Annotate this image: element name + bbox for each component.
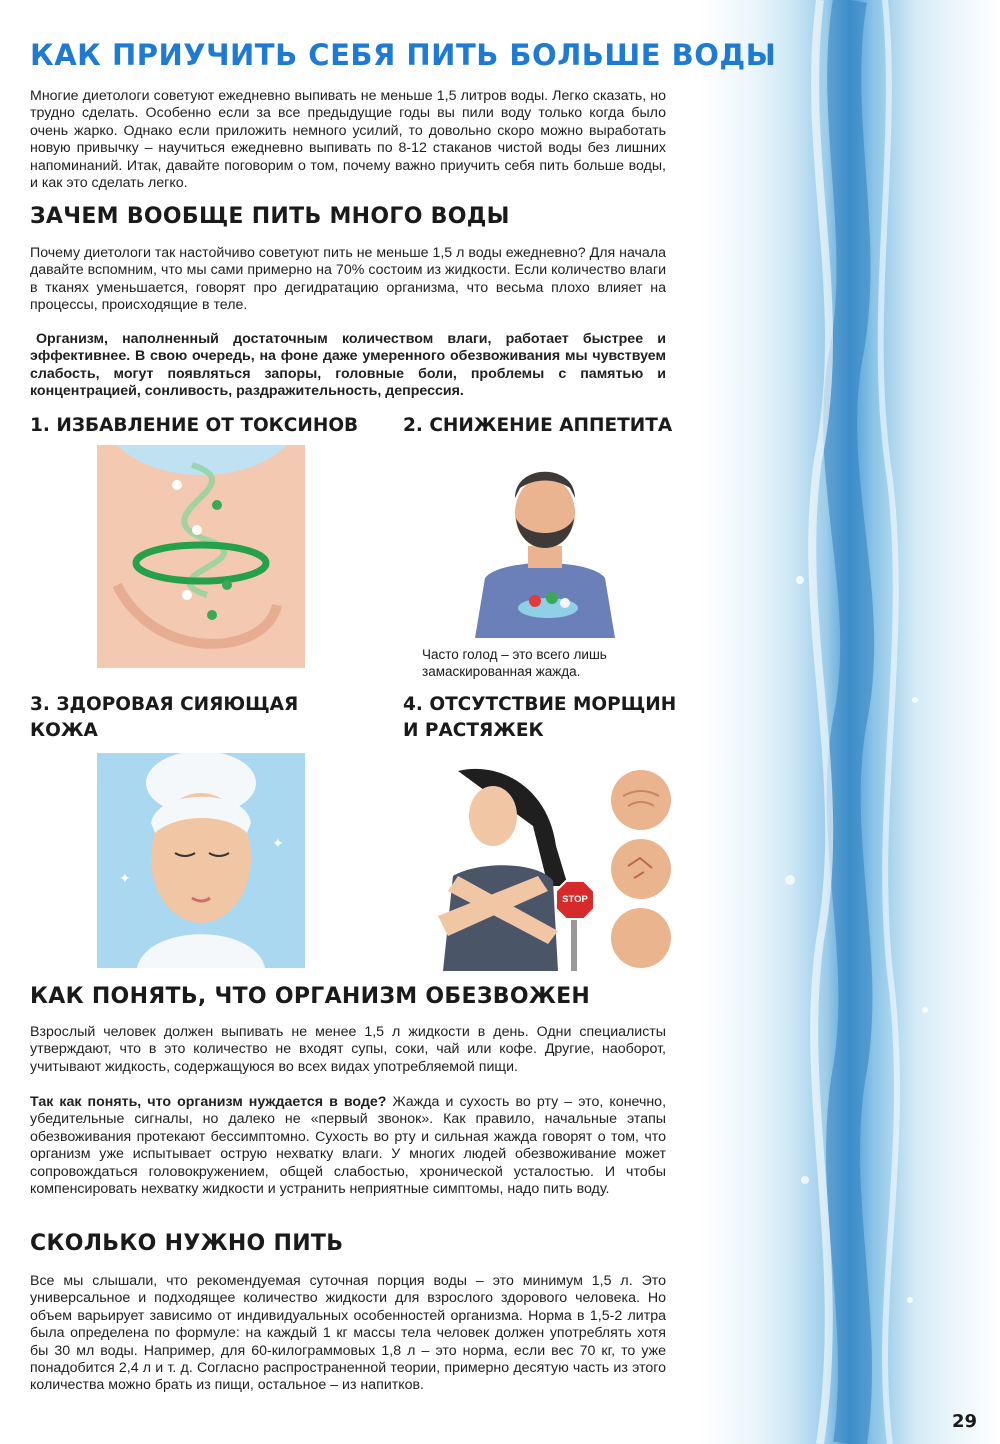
woman-stop-illustration: [438, 766, 688, 971]
benefit-4-heading-line-1: 4. ОТСУТСТВИЕ МОРЩИН: [403, 694, 677, 715]
dehydration-paragraph-1: Взрослый человек должен выпивать не менее 1,5 л жидкости в день. Одни специалисты утверждают, что в это количество не входят супы, соки, чай или кофе. Другие, наоборот, учитывают жидкость, содержащуюся во всех видах употребляемой пищи.: [30, 1024, 666, 1075]
water-border-image: [700, 0, 1000, 1444]
page-number: 29: [952, 1411, 978, 1432]
benefit-3-heading-line-2: КОЖА: [30, 720, 98, 741]
how-much-paragraph: Все мы слышали, что рекомендуемая суточная порция воды – это минимум 1,5 л. Это универсальное и подходящее количество жидкости для взрослого здорового человека. Но объем варьирует зависимо от индивидуальных особенностей организма. Норма в 1,5-2 литра была определена по формуле: на каждый 1 кг массы тела человек должен употреблять хотя бы 30 мл воды. Например, для 60-килограммовых 1,8 л – это норма, если вес 70 кг, то уже понадобится 2,4 л и т. д. Согласно распространенной теории, примерно десятую часть из этого количества можно брать из пищи, остальное – из напитков.: [30, 1273, 666, 1394]
woman-towel-illustration: [97, 753, 305, 968]
section-heading-dehydration: КАК ПОНЯТЬ, ЧТО ОРГАНИЗМ ОБЕЗВОЖЕН: [30, 984, 591, 1009]
stop-sign-text: STOP: [562, 894, 588, 905]
svg-text:✦: ✦: [119, 871, 131, 887]
why-paragraph-1: Почему диетологи так настойчиво советуют пить не меньше 1,5 л воды ежедневно? Для начала давайте вспомним, что мы сами примерно на 70% состоим из жидкости. Если количество влаги в тканях уменьшается, говорят про дегидратацию организма, что весьма плохо влияет на процессы, происходящие в теле.: [30, 245, 666, 314]
page-title: КАК ПРИУЧИТЬ СЕБЯ ПИТЬ БОЛЬШЕ ВОДЫ: [30, 38, 777, 72]
intro-paragraph: Многие диетологи советуют ежедневно выпивать не меньше 1,5 литров воды. Легко сказать, но трудно сделать. Особенно если за все предыдущие годы вы пили воду только когда было очень жарко. Однако если приложить немного усилий, то довольно скоро можно выработать новую привычку – научиться ежедневно выпивать по 8-12 стаканов чистой воды без лишних напоминаний. Итак, давайте поговорим о том, почему важно приучить себя пить больше воды, и как это сделать легко.: [30, 88, 666, 192]
dehydration-paragraph-2: [30, 1094, 666, 1198]
section-heading-why: ЗАЧЕМ ВООБЩЕ ПИТЬ МНОГО ВОДЫ: [30, 204, 510, 229]
benefit-4-heading: [403, 692, 703, 744]
dehydration-answer: Жажда и сухость во рту – это, конечно, убедительные сигналы, но далеко не «первый звонок». Как правило, начальные этапы обезвоживания протекают бессимптомно. Сухость во рту и сильная жажда говорят о том, что организм уже испытывает острую нехватку влаги. У многих людей обезвоживание может сопровождаться головокружением, общей слабостью, хронической усталостью. И чтобы компенсировать нехватку жидкости и устранить неприятные симптомы, надо пить воду.: [30, 1094, 667, 1198]
appetite-caption: Часто голод – это всего лишь замаскированная жажда.: [422, 647, 607, 679]
benefit-3-heading: [30, 692, 360, 744]
toxins-illustration: [97, 445, 305, 668]
svg-text:✦: ✦: [272, 836, 284, 852]
section-heading-how-much: СКОЛЬКО НУЖНО ПИТЬ: [30, 1231, 344, 1256]
dehydration-question: Так как понять, что организм нуждается в воде?: [30, 1094, 387, 1110]
benefit-1-heading: 1. ИЗБАВЛЕНИЕ ОТ ТОКСИНОВ: [30, 415, 359, 436]
why-paragraph-2: Организм, наполненный достаточным количеством влаги, работает быстрее и эффективнее. В свою очередь, на фоне даже умеренного обезвоживания мы чувствуем слабость, могут появляться запоры, головные боли, проблемы с памятью и концентрацией, сонливость, раздражительность, депрессия.: [30, 331, 666, 400]
benefit-3-heading-line-1: 3. ЗДОРОВАЯ СИЯЮЩАЯ: [30, 694, 299, 715]
man-eating-salad-illustration: [470, 458, 620, 638]
benefit-4-heading-line-2: И РАСТЯЖЕК: [403, 720, 544, 741]
benefit-2-heading: 2. СНИЖЕНИЕ АППЕТИТА: [403, 415, 673, 436]
